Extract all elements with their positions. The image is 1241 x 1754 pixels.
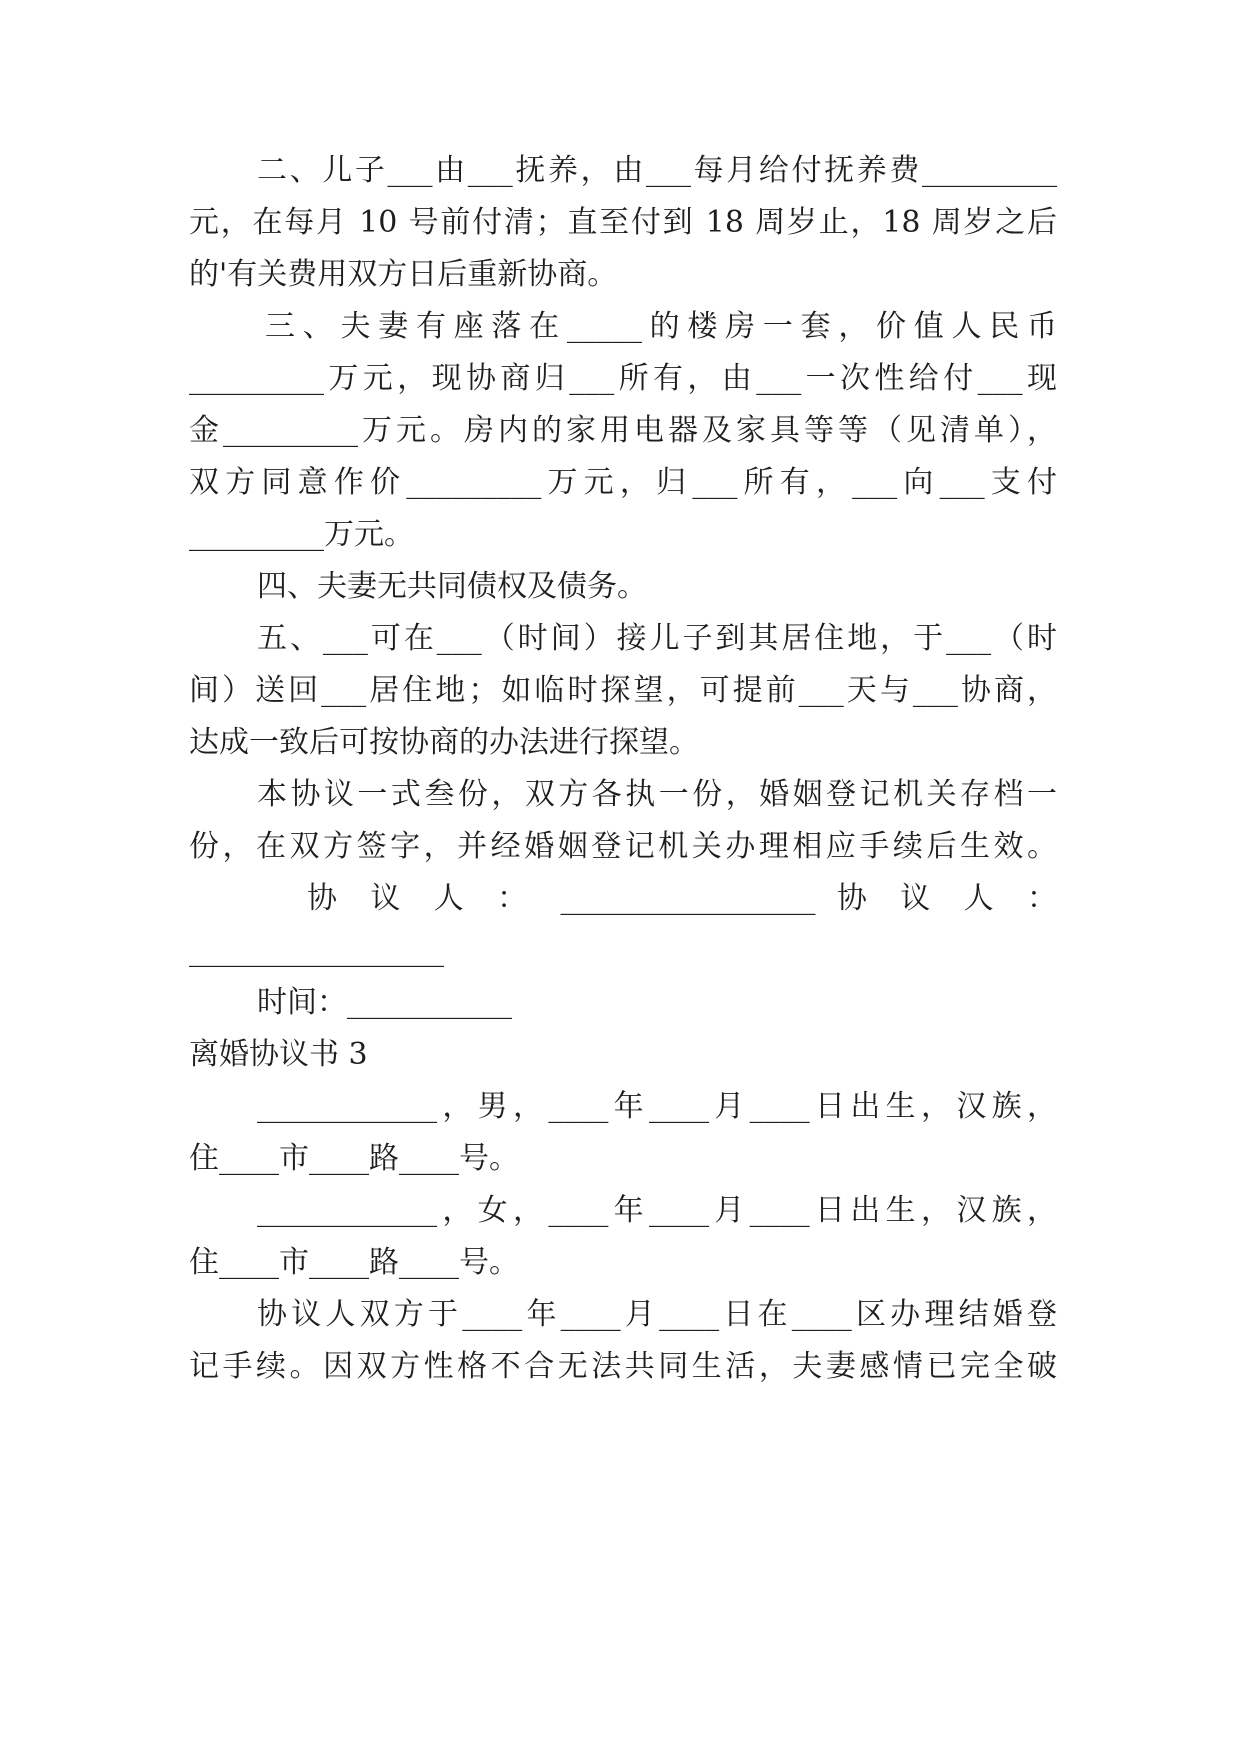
paragraph-line: 间）送回___居住地；如临时探望，可提前___天与___协商， [189,673,1057,708]
paragraph-line: 住____市____路____号。 [189,1141,519,1176]
paragraph-line: ____________，女，____年____月____日出生，汉族， [257,1193,1057,1228]
paragraph-line: 协议人双方于____年____月____日在____区办理结婚登 [257,1297,1057,1332]
paragraph-line: 双方同意作价_________万元，归___所有，___向___支付 [189,465,1057,500]
paragraph-line: 记手续。因双方性格不合无法共同生活，夫妻感情已完全破 [189,1349,1057,1384]
signature-blank: _________________ [189,933,444,968]
paragraph-line: 本协议一式叁份，双方各执一份，婚姻登记机关存档一 [257,777,1057,812]
paragraph-line: 三、夫妻有座落在_____的楼房一套，价值人民币 [265,309,1057,344]
paragraph-line: ____________，男，____年____月____日出生，汉族， [257,1089,1057,1124]
paragraph-line: 二、儿子___由___抚养，由___每月给付抚养费_________ [257,153,1057,188]
date-line: 时间：___________ [257,985,512,1020]
paragraph-line: 份，在双方签字，并经婚姻登记机关办理相应手续后生效。 [189,829,1057,864]
section-title: 离婚协议书 3 [189,1037,368,1072]
signature-line: 协 议 人 ： _________________ 协 议 人 ： [307,881,1057,916]
paragraph-line: 五、___可在___（时间）接儿子到其居住地，于___（时 [257,621,1057,656]
paragraph-line: _________万元。 [189,517,414,552]
paragraph-line: 的'有关费用双方日后重新协商。 [189,257,618,292]
paragraph-line: 达成一致后可按协商的办法进行探望。 [189,725,699,760]
paragraph-line: 元，在每月 10 号前付清；直至付到 18 周岁止，18 周岁之后 [189,205,1057,240]
paragraph-line: 住____市____路____号。 [189,1245,519,1280]
paragraph-line: 四、夫妻无共同债权及债务。 [257,569,647,604]
paragraph-line: 金_________万元。房内的家用电器及家具等等（见清单）， [189,413,1057,448]
paragraph-line: _________万元，现协商归___所有，由___一次性给付___现 [189,361,1057,396]
